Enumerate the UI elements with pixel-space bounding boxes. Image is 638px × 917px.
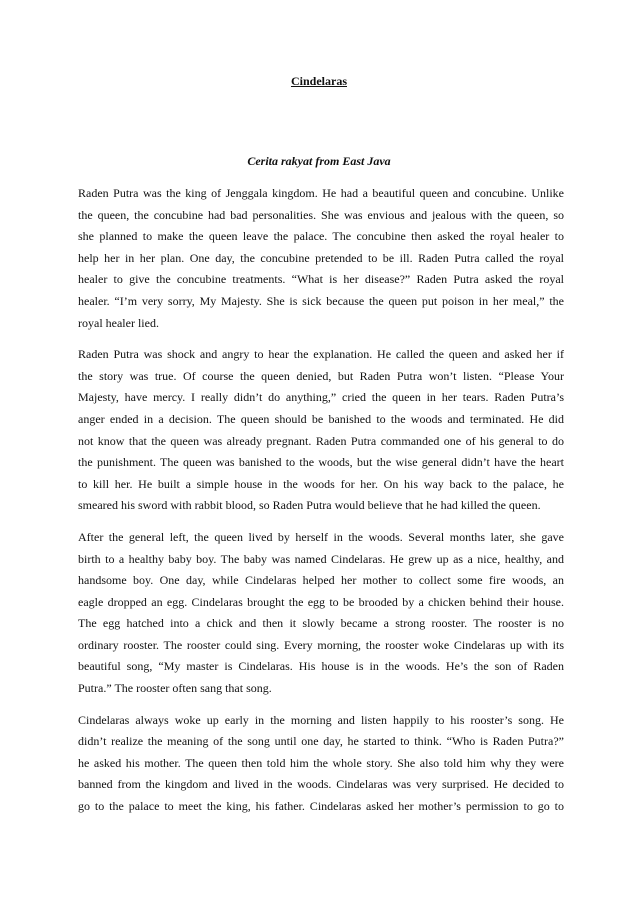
text-line: he asked his mother. The queen then told him the whole story. She also told him why they were: [78, 755, 564, 770]
text-line: Cindelaras always woke up early in the morning and listen happily to his rooster’s song. He: [78, 712, 564, 727]
text-line: eagle dropped an egg. Cindelaras brought the egg to be brooded by a chicken behind their house.: [78, 594, 564, 609]
text-line: banned from the kingdom and lived in the woods. Cindelaras was very surprised. He decided to: [78, 777, 564, 792]
text-line: handsome boy. One day, while Cindelaras helped her mother to collect some fire woods, an: [78, 573, 564, 588]
text-line: didn’t realize the meaning of the song until one day, he started to think. “Who is Raden Putra?”: [78, 734, 564, 749]
text-line: the punishment. The queen was banished to the woods, but the wise general didn’t have the heart: [78, 455, 564, 470]
text-line: she planned to make the queen leave the palace. The concubine then asked the royal healer to: [78, 229, 564, 244]
text-line: healer. “I’m very sorry, My Majesty. She is sick because the queen put poison in her meal,” the: [78, 293, 564, 308]
paragraph: [78, 344, 564, 517]
text-line: Majesty, have mercy. I really didn’t do anything,” cried the queen in her tears. Raden Putra’s: [78, 390, 564, 405]
text-line: birth to a healthy baby boy. The baby was named Cindelaras. He grew up as a nice, healthy, and: [78, 551, 564, 566]
text-line: Putra.” The rooster often sang that song.: [78, 681, 272, 696]
text-line: The egg hatched into a chick and then it slowly became a strong rooster. The rooster is no: [78, 616, 564, 631]
text-line: the queen, the concubine had bad personalities. She was envious and jealous with the queen, so: [78, 207, 564, 222]
text-line: help her in her plan. One day, the concubine pretended to be ill. Raden Putra called the royal: [78, 250, 564, 265]
text-line: smeared his sword with rabbit blood, so Raden Putra would believe that he had killed the queen.: [78, 498, 541, 513]
text-line: beautiful song, “My master is Cindelaras. His house is in the woods. He’s the son of Raden: [78, 659, 564, 674]
text-line: Raden Putra was the king of Jenggala kingdom. He had a beautiful queen and concubine. Unlike: [78, 186, 564, 200]
document-title: Cindelaras: [290, 74, 347, 88]
paragraph: [78, 527, 564, 700]
text-line: go to the palace to meet the king, his father. Cindelaras asked her mother’s permission to go to: [78, 799, 564, 814]
text-line: After the general left, the queen lived by herself in the woods. Several months later, she gave: [78, 529, 564, 544]
paragraph: [78, 183, 564, 334]
text-line: not know that the queen was already pregnant. Raden Putra commanded one of his general to do: [78, 433, 564, 448]
text-line: healer to give the concubine treatments. “What is her disease?” Raden Putra asked the royal: [78, 272, 564, 287]
text-line: royal healer lied.: [78, 315, 159, 330]
text-line: ordinary rooster. The rooster could sing. Every morning, the rooster woke Cindelaras up with its: [78, 637, 564, 652]
text-line: Raden Putra was shock and angry to hear the explanation. He called the queen and asked her if: [78, 347, 564, 362]
text-line: to kill her. He built a simple house in the woods for her. On his way back to the palace, he: [78, 476, 564, 491]
text-line: the story was true. Of course the queen denied, but Raden Putra won’t listen. “Please Your: [78, 368, 564, 383]
text-line: anger ended in a decision. The queen should be banished to the woods and terminated. He did: [78, 411, 564, 426]
paragraph: [78, 710, 564, 818]
document-body: [78, 183, 564, 828]
document-subtitle: Cerita rakyat from East Java: [247, 154, 391, 168]
